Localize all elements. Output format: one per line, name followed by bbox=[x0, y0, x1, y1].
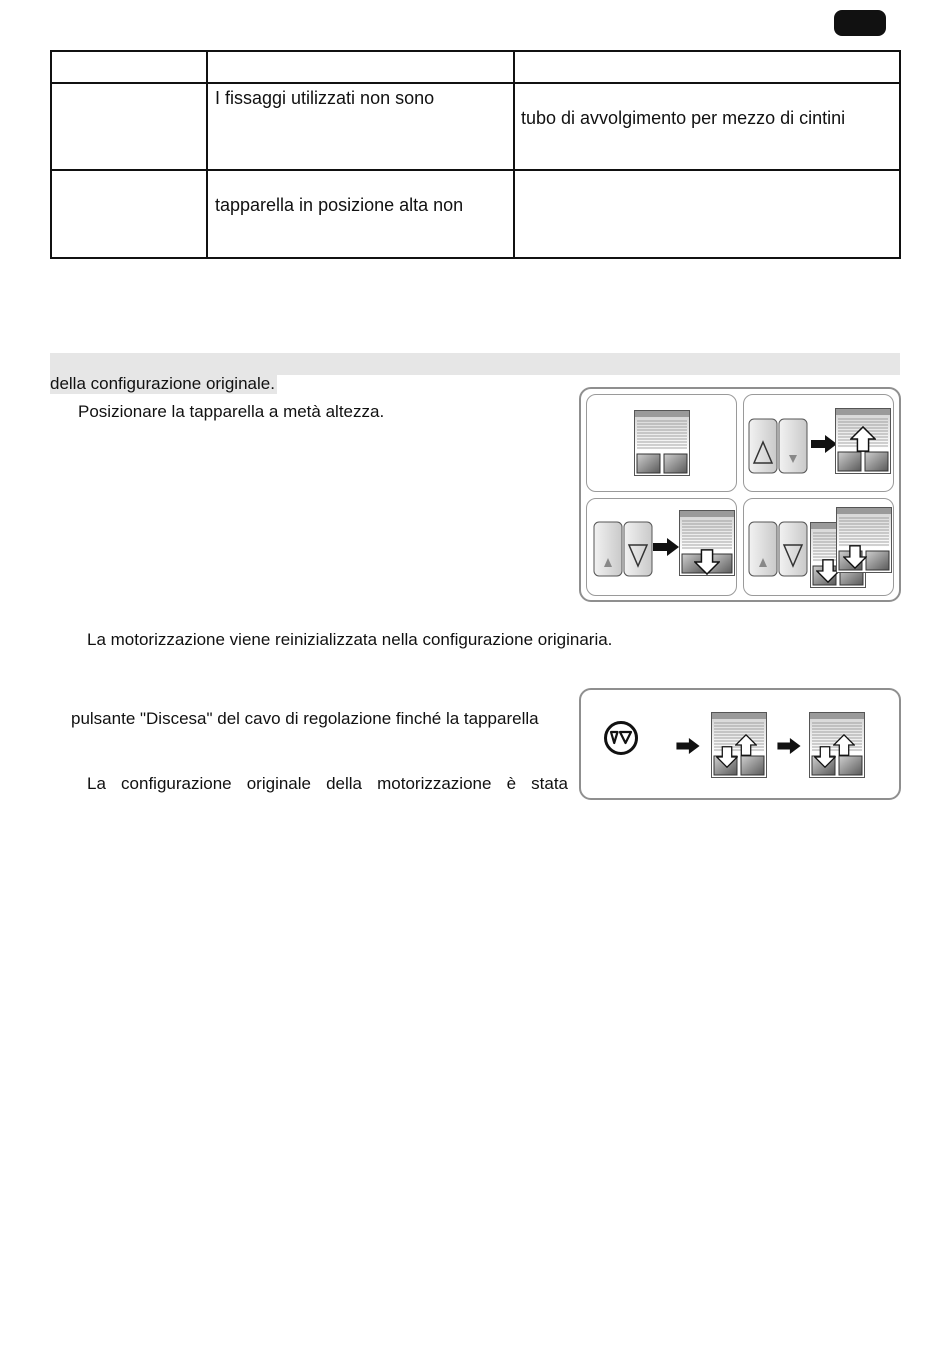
section-heading-tail: della configurazione originale. bbox=[50, 374, 275, 393]
table-border-bottom bbox=[50, 257, 901, 259]
down-arrow-icon bbox=[694, 549, 720, 575]
table-column-divider-1 bbox=[206, 50, 208, 259]
illustration-step-1 bbox=[586, 394, 737, 492]
right-arrow-icon bbox=[676, 738, 700, 754]
reset-procedure-illustration bbox=[579, 387, 901, 602]
section-heading-bar bbox=[50, 353, 900, 375]
table-column-divider-2 bbox=[513, 50, 515, 259]
table-border-top bbox=[50, 50, 901, 52]
up-triangle-button bbox=[748, 418, 808, 474]
illustration-step-3 bbox=[586, 498, 737, 596]
word: stata bbox=[531, 774, 568, 793]
instruction-text: pulsante "Discesa" del cavo di regolazione finché la tapparella bbox=[71, 709, 539, 728]
up-arrow-icon bbox=[833, 734, 855, 756]
down-arrow-icon bbox=[843, 545, 867, 569]
updown-circle-icon bbox=[603, 720, 639, 756]
table-cell: I fissaggi utilizzati non sono bbox=[215, 88, 435, 108]
right-arrow-icon bbox=[777, 738, 801, 754]
word: originale bbox=[246, 774, 311, 793]
up-arrow-icon bbox=[735, 734, 757, 756]
word: La bbox=[87, 774, 106, 793]
word: motorizzazione bbox=[377, 774, 492, 793]
result-text: La motorizzazione viene reinizializzata nella configurazione originaria. bbox=[87, 630, 613, 649]
page-number-badge bbox=[834, 10, 886, 36]
confirmation-text bbox=[87, 774, 568, 794]
table-border-right bbox=[899, 50, 901, 259]
illustration-step-2 bbox=[743, 394, 894, 492]
troubleshooting-table bbox=[50, 50, 901, 259]
table-row-divider bbox=[50, 169, 901, 171]
up-arrow-icon bbox=[850, 426, 876, 452]
table-cell: tubo di avvolgimento per mezzo di cintini bbox=[521, 108, 846, 128]
down-triangle-button bbox=[593, 521, 653, 577]
cable-procedure-illustration bbox=[579, 688, 901, 800]
down-triangle-button bbox=[748, 521, 808, 577]
right-arrow-icon bbox=[811, 435, 837, 453]
roller-shutter-icon bbox=[634, 410, 690, 476]
illustration-step-4 bbox=[743, 498, 894, 596]
step-text: Posizionare la tapparella a metà altezza. bbox=[78, 402, 385, 421]
word: è bbox=[506, 774, 517, 793]
table-border-left bbox=[50, 50, 52, 259]
word: configurazione bbox=[121, 774, 232, 793]
word: della bbox=[326, 774, 363, 793]
table-header-divider bbox=[50, 82, 901, 84]
table-cell: tapparella in posizione alta non bbox=[215, 195, 464, 215]
right-arrow-icon bbox=[653, 538, 679, 556]
